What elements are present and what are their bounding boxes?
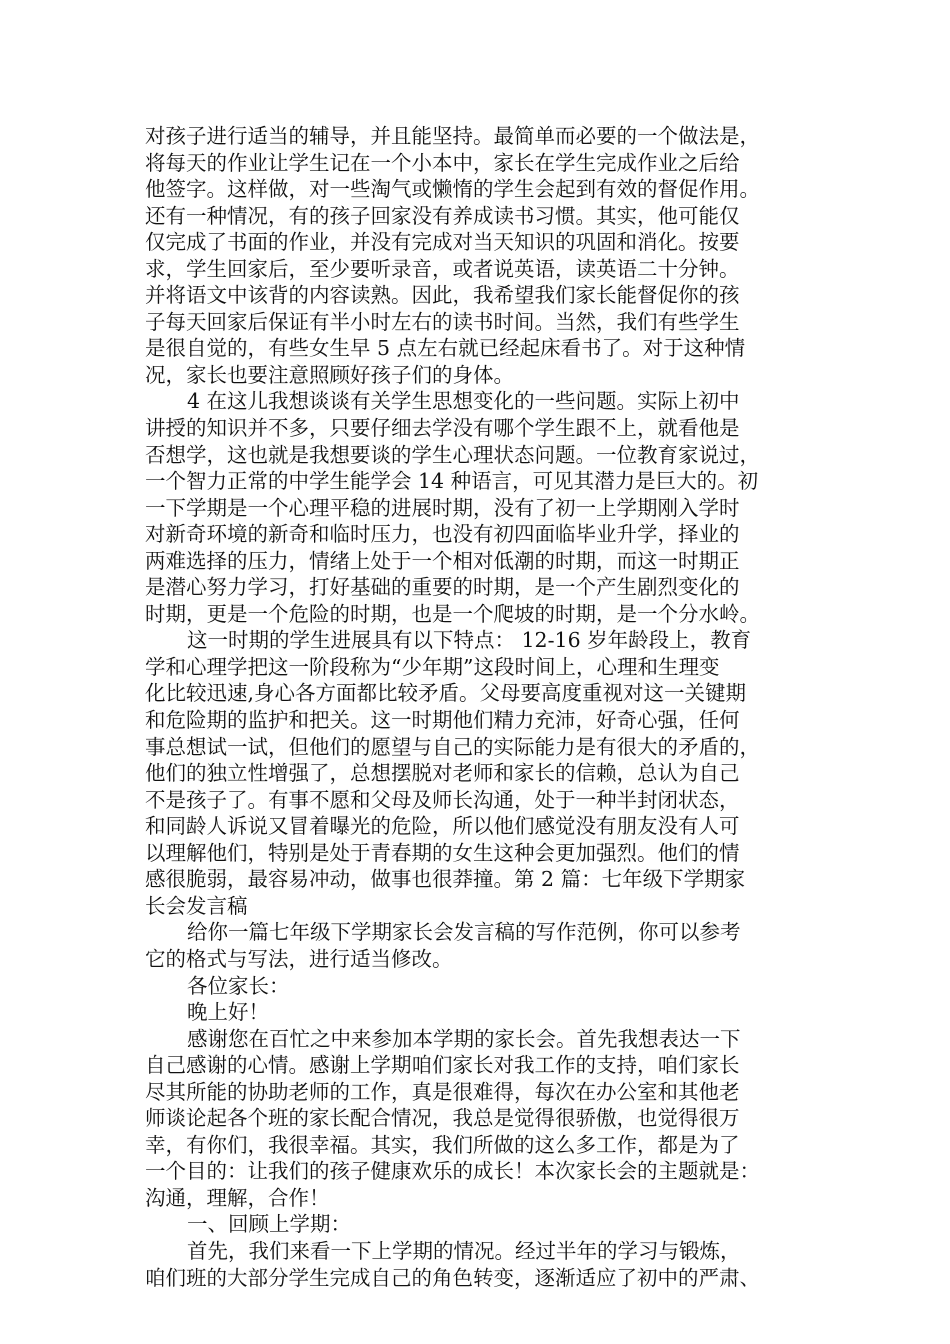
text-line: 和危险期的监护和把关。这一时期他们精力充沛，好奇心强，任何 (145, 708, 740, 733)
text-line: 首先，我们来看一下上学期的情况。经过半年的学习与锻炼， (187, 1238, 741, 1263)
text-line: 还有一种情况，有的孩子回家没有养成读书习惯。其实，他可能仅 (145, 203, 740, 228)
document-body (145, 123, 825, 1291)
text-line: 是潜心努力学习，打好基础的重要的时期，是一个产生剧烈变化的 (145, 575, 740, 600)
text-line: 他们的独立性增强了，总想摆脱对老师和家长的信赖，总认为自己 (145, 761, 740, 786)
text-line: 学和心理学把这一阶段称为“少年期”这段时间上，心理和生理变 (145, 654, 720, 679)
text-line: 事总想试一试，但他们的愿望与自己的实际能力是有很大的矛盾的， (145, 734, 760, 759)
text-line: 不是孩子了。有事不愿和父母及师长沟通，处于一种半封闭状态， (145, 787, 740, 812)
text-line: 况，家长也要注意照顾好孩子们的身体。 (145, 362, 514, 387)
text-line: 时期，更是一个危险的时期，也是一个爬坡的时期，是一个分水岭。 (145, 601, 760, 626)
text-line: 和同龄人诉说又冒着曝光的危险，所以他们感觉没有朋友没有人可 (145, 814, 740, 839)
text-line: 师谈论起各个班的家长配合情况，我总是觉得很骄傲，也觉得很万 (145, 1106, 740, 1131)
text-line: 讲授的知识并不多，只要仔细去学没有哪个学生跟不上，就看他是 (145, 416, 740, 441)
text-line: 以理解他们，特别是处于青春期的女生这种会更加强烈。他们的情 (145, 840, 740, 865)
text-line: 将每天的作业让学生记在一个小本中，家长在学生完成作业之后给 (145, 150, 740, 175)
text-line: 长会发言稿 (145, 893, 248, 918)
text-line: 自己感谢的心情。感谢上学期咱们家长对我工作的支持，咱们家长 (145, 1053, 740, 1078)
text-line: 化比较迅速,身心各方面都比较矛盾。父母要高度重视对这一关键期 (145, 681, 747, 706)
text-line: 给你一篇七年级下学期家长会发言稿的写作范例，你可以参考 (187, 920, 741, 945)
text-line: 他签字。这样做，对一些淘气或懒惰的学生会起到有效的督促作用。 (145, 177, 760, 202)
text-line: 否想学，这也就是我想要谈的学生心理状态问题。一位教育家说过， (145, 442, 760, 467)
text-line: 幸，有你们，我很幸福。其实，我们所做的这么多工作，都是为了 (145, 1132, 740, 1157)
text-line: 仅完成了书面的作业，并没有完成对当天知识的巩固和消化。按要 (145, 230, 740, 255)
text-line: 求，学生回家后，至少要听录音，或者说英语，读英语二十分钟。 (145, 256, 740, 281)
text-line: 这一时期的学生进展具有以下特点： 12-16 岁年龄段上，教育 (187, 628, 752, 653)
text-line: 并将语文中该背的内容读熟。因此，我希望我们家长能督促你的孩 (145, 283, 740, 308)
text-line: 一下学期是一个心理平稳的进展时期，没有了初一上学期刚入学时 (145, 495, 740, 520)
text-line: 一、回顾上学期： (187, 1212, 351, 1237)
text-line: 一个智力正常的中学生能学会 14 种语言，可见其潜力是巨大的。初 (145, 469, 759, 494)
text-line: 沟通，理解，合作！ (145, 1185, 330, 1210)
text-line: 咱们班的大部分学生完成自己的角色转变，逐渐适应了初中的严肃、 (145, 1265, 760, 1290)
text-line: 4 在这儿我想谈谈有关学生思想变化的一些问题。实际上初中 (187, 389, 740, 414)
text-line: 对新奇环境的新奇和临时压力，也没有初四面临毕业升学，择业的 (145, 522, 740, 547)
text-line: 两难选择的压力，情绪上处于一个相对低潮的时期，而这一时期正 (145, 548, 740, 573)
text-line: 尽其所能的协助老师的工作，真是很难得，每次在办公室和其他老 (145, 1079, 740, 1104)
text-line: 一个目的：让我们的孩子健康欢乐的成长！本次家长会的主题就是： (145, 1159, 760, 1184)
text-line: 感很脆弱，最容易冲动，做事也很莽撞。第 2 篇：七年级下学期家 (145, 867, 746, 892)
text-line: 感谢您在百忙之中来参加本学期的家长会。首先我想表达一下 (187, 1026, 741, 1051)
text-line: 子每天回家后保证有半小时左右的读书时间。当然，我们有些学生 (145, 309, 740, 334)
text-line: 对孩子进行适当的辅导，并且能坚持。最简单而必要的一个做法是， (145, 124, 760, 148)
text-line: 它的格式与写法，进行适当修改。 (145, 946, 453, 971)
text-line: 各位家长： (187, 973, 290, 998)
text-line: 晚上好！ (187, 1000, 269, 1025)
text-line: 是很自觉的，有些女生早 5 点左右就已经起床看书了。对于这种情 (145, 336, 746, 361)
